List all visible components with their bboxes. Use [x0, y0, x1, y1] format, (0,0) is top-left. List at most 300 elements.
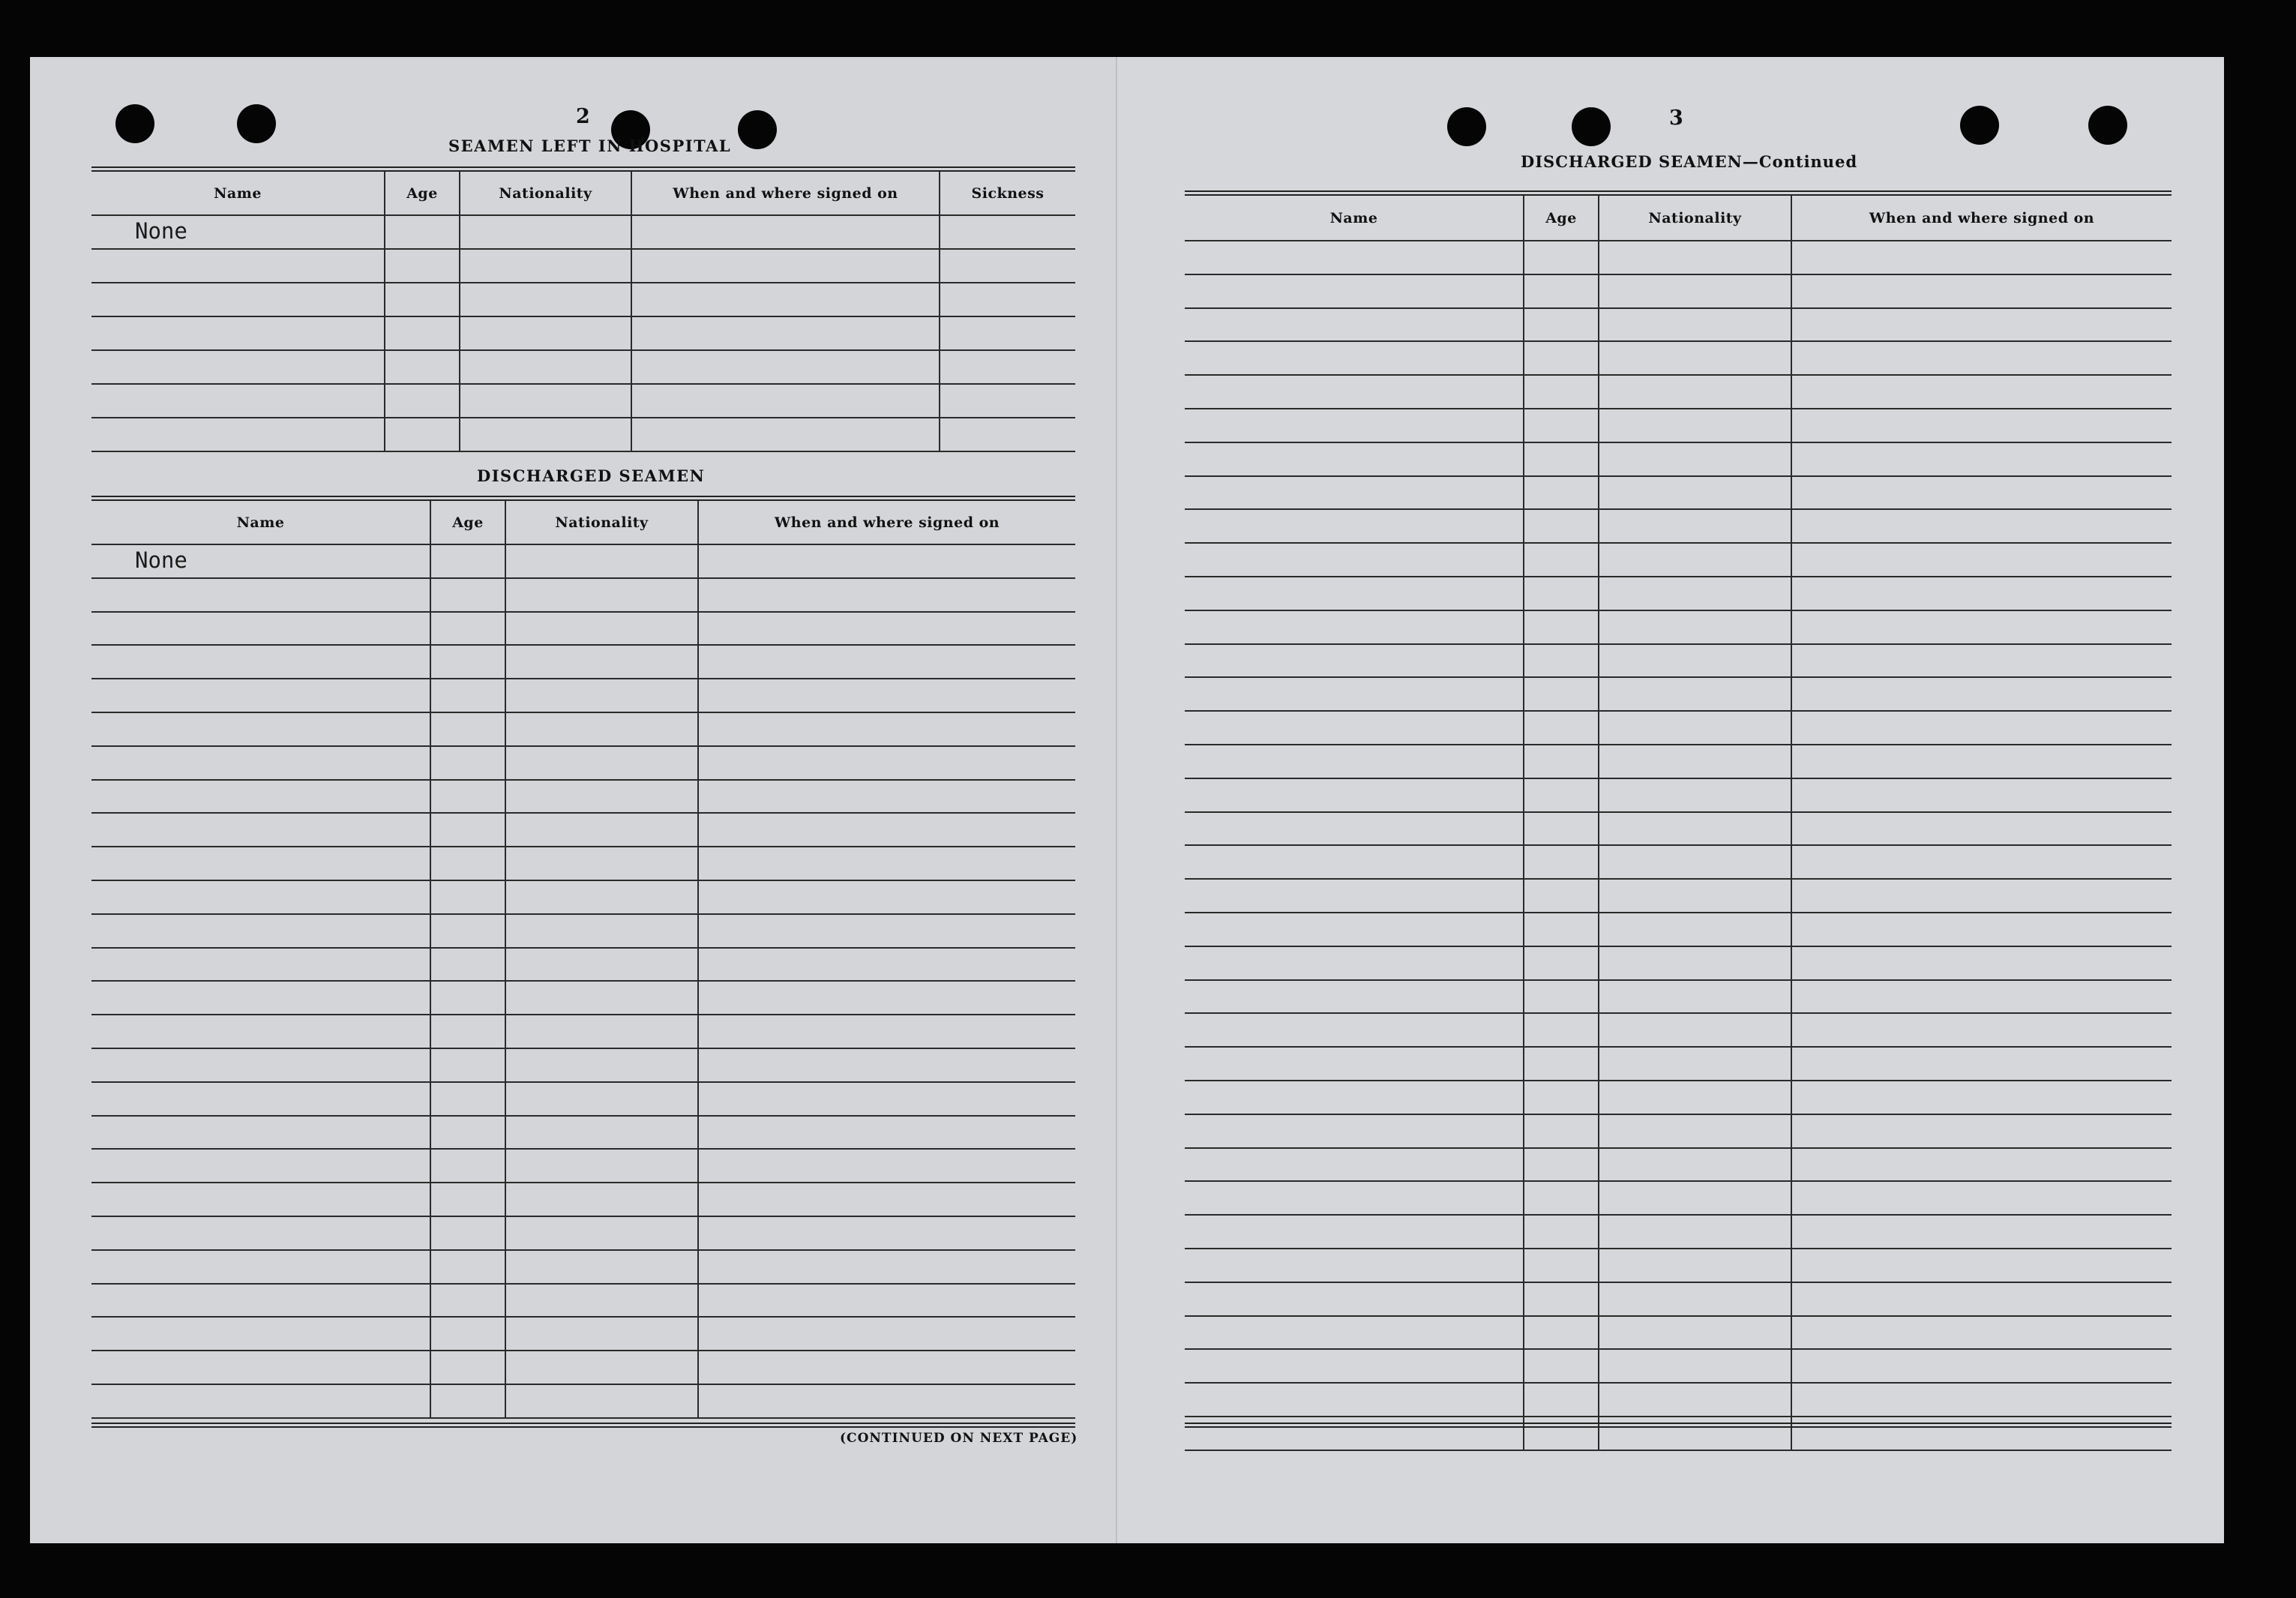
table-row: [1185, 375, 2172, 409]
table-cell: [505, 1216, 698, 1250]
table-cell: [1599, 812, 1791, 846]
table-cell: [430, 544, 505, 578]
table-cell: [1599, 409, 1791, 442]
table-cell: [505, 712, 698, 746]
table-cell: [1791, 1349, 2172, 1383]
table-cell: [1791, 677, 2172, 711]
table-cell: [1791, 812, 2172, 846]
table-cell: [430, 847, 505, 880]
discharged-header-row: [91, 501, 1075, 544]
table-row: [1185, 745, 2172, 778]
col-header-signed-on: When and where signed on: [631, 172, 940, 215]
table-cell: [631, 418, 940, 451]
table-cell: [1791, 476, 2172, 510]
name-cell: [1185, 241, 1524, 274]
table-cell: [698, 544, 1075, 578]
table-row: [91, 384, 1075, 418]
name-cell: [1185, 341, 1524, 375]
table-cell: [698, 880, 1075, 914]
table-cell: [1599, 1047, 1791, 1081]
table-cell: [460, 384, 631, 418]
table-row: [1185, 308, 2172, 342]
table-cell: [385, 283, 460, 316]
table-cell: [1524, 644, 1599, 678]
name-cell: [1185, 476, 1524, 510]
table-cell: [1599, 308, 1791, 342]
left-page-number: 2: [576, 105, 590, 128]
table-cell: [631, 350, 940, 384]
table-cell: [1599, 845, 1791, 879]
table-cell: [1524, 543, 1599, 577]
name-cell: [91, 384, 385, 418]
table-cell: [1524, 509, 1599, 543]
name-cell: [91, 1384, 430, 1418]
name-cell: [1185, 677, 1524, 711]
table-cell: [505, 1317, 698, 1351]
name-cell: [1185, 1047, 1524, 1081]
table-cell: [1524, 476, 1599, 510]
table-cell: [505, 914, 698, 948]
table-cell: [631, 283, 940, 316]
table-cell: [698, 679, 1075, 712]
table-cell: [1524, 1417, 1599, 1450]
table-row: [91, 813, 1075, 847]
table-cell: [430, 1183, 505, 1216]
table-row: [91, 1116, 1075, 1150]
table-cell: [1599, 946, 1791, 980]
table-cell: [460, 418, 631, 451]
table-cell: [1599, 1215, 1791, 1249]
name-cell: [91, 981, 430, 1015]
table-cell: [505, 746, 698, 780]
name-cell: [91, 1317, 430, 1351]
col-header-age: Age: [1524, 196, 1599, 241]
name-cell: [1185, 1013, 1524, 1047]
name-cell: [91, 1015, 430, 1048]
table-cell: [505, 1048, 698, 1082]
table-row: [1185, 241, 2172, 274]
table-row: [1185, 1148, 2172, 1182]
punch-hole: [2088, 106, 2127, 145]
table-cell: [1524, 711, 1599, 745]
table-row: [1185, 577, 2172, 610]
table-cell: [1599, 1316, 1791, 1350]
table-cell: [1791, 308, 2172, 342]
table-cell: [1524, 1316, 1599, 1350]
col-header-name: Name: [91, 501, 430, 544]
table-cell: [631, 215, 940, 249]
table-cell: [460, 350, 631, 384]
table-cell: [505, 578, 698, 612]
name-cell: [1185, 442, 1524, 476]
table-cell: [1791, 745, 2172, 778]
col-header-nationality: Nationality: [1599, 196, 1791, 241]
table-row: [1185, 509, 2172, 543]
name-cell: [91, 249, 385, 283]
table-row: [1185, 1114, 2172, 1148]
table-cell: [1524, 1081, 1599, 1114]
table-cell: [698, 1082, 1075, 1116]
table-row: [1185, 1383, 2172, 1417]
table-cell: [505, 880, 698, 914]
table-row: [91, 948, 1075, 982]
punch-hole: [1572, 107, 1611, 146]
punch-hole: [1960, 106, 1999, 145]
continued-section-title: DISCHARGED SEAMEN—Continued: [1521, 152, 1858, 171]
col-header-nationality: Nationality: [505, 501, 698, 544]
table-cell: [430, 1317, 505, 1351]
name-cell: [1185, 1417, 1524, 1450]
table-cell: [430, 1015, 505, 1048]
table-cell: [505, 679, 698, 712]
table-cell: [385, 350, 460, 384]
table-cell: [505, 1183, 698, 1216]
table-cell: [698, 1317, 1075, 1351]
entry-text: None: [135, 547, 187, 573]
table-cell: [385, 384, 460, 418]
name-cell: [1185, 577, 1524, 610]
table-cell: [940, 283, 1075, 316]
table-cell: [505, 948, 698, 982]
table-cell: [430, 1048, 505, 1082]
name-cell: [91, 283, 385, 316]
table-row: [91, 1015, 1075, 1048]
table-cell: [505, 1250, 698, 1284]
table-cell: [1524, 241, 1599, 274]
name-cell: [91, 1351, 430, 1384]
table-cell: [1791, 543, 2172, 577]
table-row: [1185, 1249, 2172, 1282]
table-cell: [385, 249, 460, 283]
table-cell: [1524, 913, 1599, 946]
table-cell: [1524, 745, 1599, 778]
table-row: [1185, 476, 2172, 510]
table-cell: [430, 679, 505, 712]
table-cell: [430, 1216, 505, 1250]
name-cell: [91, 948, 430, 982]
table-row: [1185, 913, 2172, 946]
name-cell: [1185, 1249, 1524, 1282]
table-cell: [385, 316, 460, 350]
table-cell: [1791, 509, 2172, 543]
col-header-signed-on: When and where signed on: [1791, 196, 2172, 241]
table-cell: [430, 1082, 505, 1116]
table-cell: [698, 813, 1075, 847]
name-cell: [91, 316, 385, 350]
table-cell: [430, 813, 505, 847]
table-cell: [460, 283, 631, 316]
table-cell: [430, 1250, 505, 1284]
table-cell: [1791, 644, 2172, 678]
name-cell: [91, 712, 430, 746]
table-cell: [1599, 1013, 1791, 1047]
table-row: [1185, 879, 2172, 913]
name-cell: [91, 880, 430, 914]
name-cell: [91, 746, 430, 780]
discharged-section-title: DISCHARGED SEAMEN: [477, 466, 706, 485]
continued-header-row: [1185, 196, 2172, 241]
table-cell: [1524, 409, 1599, 442]
table-cell: [1599, 1383, 1791, 1417]
table-cell: [1524, 1148, 1599, 1182]
table-cell: [1791, 375, 2172, 409]
name-cell: [1185, 745, 1524, 778]
table-row: [1185, 946, 2172, 980]
table-cell: [1599, 341, 1791, 375]
table-cell: [1791, 1081, 2172, 1114]
discharged-bottom-rule: [91, 1423, 1075, 1428]
table-cell: [1599, 879, 1791, 913]
table-cell: [430, 645, 505, 679]
table-cell: [940, 384, 1075, 418]
col-header-name: Name: [91, 172, 385, 215]
table-row: [91, 350, 1075, 384]
name-cell: [91, 1284, 430, 1318]
table-row: [1185, 1215, 2172, 1249]
name-cell: [1185, 610, 1524, 644]
right-page-number: 3: [1669, 106, 1683, 130]
table-row: [1185, 980, 2172, 1014]
table-cell: [698, 1183, 1075, 1216]
table-row: [91, 746, 1075, 780]
table-cell: [1524, 812, 1599, 846]
name-cell: [1185, 543, 1524, 577]
table-cell: [430, 1284, 505, 1318]
name-cell: [91, 1250, 430, 1284]
table-cell: [1524, 845, 1599, 879]
name-cell: [1185, 879, 1524, 913]
continued-note: (CONTINUED ON NEXT PAGE): [840, 1431, 1078, 1446]
table-cell: [1524, 1181, 1599, 1215]
name-cell: [91, 914, 430, 948]
table-cell: [1599, 1417, 1791, 1450]
table-cell: [1791, 1114, 2172, 1148]
name-cell: [1185, 1181, 1524, 1215]
table-row: [91, 544, 1075, 578]
table-cell: [631, 249, 940, 283]
table-cell: [1791, 1282, 2172, 1316]
hospital-header-row: [91, 172, 1075, 215]
table-row: [91, 1384, 1075, 1418]
table-cell: [505, 1015, 698, 1048]
table-cell: [1599, 644, 1791, 678]
table-row: [1185, 677, 2172, 711]
col-header-age: Age: [430, 501, 505, 544]
table-cell: [698, 1048, 1075, 1082]
punch-hole: [115, 104, 154, 143]
table-cell: [1599, 1249, 1791, 1282]
name-cell: [1185, 1349, 1524, 1383]
table-cell: [1791, 409, 2172, 442]
col-header-signed-on: When and where signed on: [698, 501, 1075, 544]
table-row: [1185, 711, 2172, 745]
table-cell: [505, 1082, 698, 1116]
col-header-name: Name: [1185, 196, 1524, 241]
hospital-table: [91, 172, 1075, 452]
name-cell: [1185, 812, 1524, 846]
table-cell: [430, 948, 505, 982]
table-cell: [940, 418, 1075, 451]
table-cell: [1791, 610, 2172, 644]
hospital-section-title: SEAMEN LEFT IN HOSPITAL: [448, 136, 732, 155]
table-cell: [1524, 677, 1599, 711]
table-cell: [1599, 1148, 1791, 1182]
table-cell: [1599, 677, 1791, 711]
table-cell: [430, 1384, 505, 1418]
name-cell: [91, 847, 430, 880]
table-cell: [430, 746, 505, 780]
table-cell: [430, 1149, 505, 1183]
table-row: [1185, 1316, 2172, 1350]
punch-hole: [237, 104, 276, 143]
table-cell: [430, 578, 505, 612]
table-cell: [1599, 778, 1791, 812]
table-cell: [1599, 913, 1791, 946]
table-row: [1185, 1047, 2172, 1081]
table-cell: [631, 316, 940, 350]
table-cell: [1524, 1383, 1599, 1417]
table-cell: [460, 215, 631, 249]
table-cell: [1524, 980, 1599, 1014]
table-cell: [505, 1116, 698, 1150]
table-row: [91, 283, 1075, 316]
table-row: [1185, 845, 2172, 879]
table-cell: [1599, 274, 1791, 308]
table-row: [1185, 1282, 2172, 1316]
discharged-top-rule: [91, 496, 1075, 501]
table-row: [91, 1082, 1075, 1116]
table-row: [91, 880, 1075, 914]
discharged-table: [91, 501, 1075, 1419]
table-cell: [505, 612, 698, 646]
table-cell: [1524, 1114, 1599, 1148]
table-cell: [1791, 980, 2172, 1014]
name-cell: [1185, 946, 1524, 980]
table-row: [91, 914, 1075, 948]
name-cell: [91, 350, 385, 384]
table-cell: [1791, 711, 2172, 745]
punch-hole: [738, 110, 777, 149]
table-row: [91, 847, 1075, 880]
name-cell: [91, 813, 430, 847]
table-cell: [940, 316, 1075, 350]
table-row: [1185, 644, 2172, 678]
table-cell: [1791, 274, 2172, 308]
hospital-top-rule: [91, 166, 1075, 172]
table-row: [91, 612, 1075, 646]
name-cell: [1185, 308, 1524, 342]
table-cell: [1599, 610, 1791, 644]
name-cell: [91, 544, 430, 578]
table-cell: [1524, 1215, 1599, 1249]
table-cell: [505, 1284, 698, 1318]
table-cell: [1524, 308, 1599, 342]
name-cell: [91, 1183, 430, 1216]
table-row: [91, 645, 1075, 679]
table-cell: [698, 578, 1075, 612]
table-cell: [1791, 1417, 2172, 1450]
table-cell: [430, 880, 505, 914]
punch-hole: [1447, 107, 1486, 146]
table-row: [91, 1317, 1075, 1351]
table-cell: [430, 612, 505, 646]
name-cell: [91, 1048, 430, 1082]
table-cell: [430, 981, 505, 1015]
name-cell: [1185, 778, 1524, 812]
table-cell: [1524, 610, 1599, 644]
table-row: [91, 712, 1075, 746]
name-cell: [91, 215, 385, 249]
table-cell: [505, 1384, 698, 1418]
table-row: [1185, 543, 2172, 577]
name-cell: [91, 1116, 430, 1150]
table-cell: [698, 1384, 1075, 1418]
table-cell: [1599, 745, 1791, 778]
table-row: [91, 1216, 1075, 1250]
table-cell: [1791, 946, 2172, 980]
table-cell: [460, 249, 631, 283]
table-row: [91, 1250, 1075, 1284]
name-cell: [1185, 1316, 1524, 1350]
col-header-nationality: Nationality: [460, 172, 631, 215]
table-cell: [505, 544, 698, 578]
table-cell: [1524, 274, 1599, 308]
table-row: [91, 1048, 1075, 1082]
name-cell: [1185, 1114, 1524, 1148]
continued-top-rule: [1185, 190, 2172, 196]
table-cell: [1791, 341, 2172, 375]
table-cell: [698, 746, 1075, 780]
table-cell: [1599, 442, 1791, 476]
col-header-sickness: Sickness: [940, 172, 1075, 215]
name-cell: [91, 679, 430, 712]
name-cell: [1185, 1383, 1524, 1417]
table-cell: [1524, 1047, 1599, 1081]
table-cell: [1599, 509, 1791, 543]
continued-bottom-rule: [1185, 1423, 2172, 1428]
table-cell: [940, 215, 1075, 249]
table-row: [91, 215, 1075, 249]
table-cell: [698, 948, 1075, 982]
table-cell: [1524, 577, 1599, 610]
name-cell: [1185, 1148, 1524, 1182]
name-cell: [1185, 711, 1524, 745]
table-cell: [505, 813, 698, 847]
table-cell: [505, 645, 698, 679]
table-cell: [698, 1351, 1075, 1384]
name-cell: [91, 780, 430, 814]
table-cell: [1791, 879, 2172, 913]
name-cell: [1185, 1282, 1524, 1316]
name-cell: [91, 1082, 430, 1116]
table-cell: [505, 1351, 698, 1384]
entry-text: None: [135, 218, 187, 244]
table-cell: [505, 847, 698, 880]
table-cell: [505, 1149, 698, 1183]
table-row: [1185, 778, 2172, 812]
name-cell: [91, 612, 430, 646]
table-row: [91, 780, 1075, 814]
table-cell: [1791, 1013, 2172, 1047]
table-cell: [430, 914, 505, 948]
name-cell: [91, 1149, 430, 1183]
table-cell: [698, 1149, 1075, 1183]
table-cell: [460, 316, 631, 350]
table-cell: [698, 1116, 1075, 1150]
table-row: [91, 981, 1075, 1015]
table-cell: [1599, 1181, 1791, 1215]
name-cell: [1185, 1081, 1524, 1114]
